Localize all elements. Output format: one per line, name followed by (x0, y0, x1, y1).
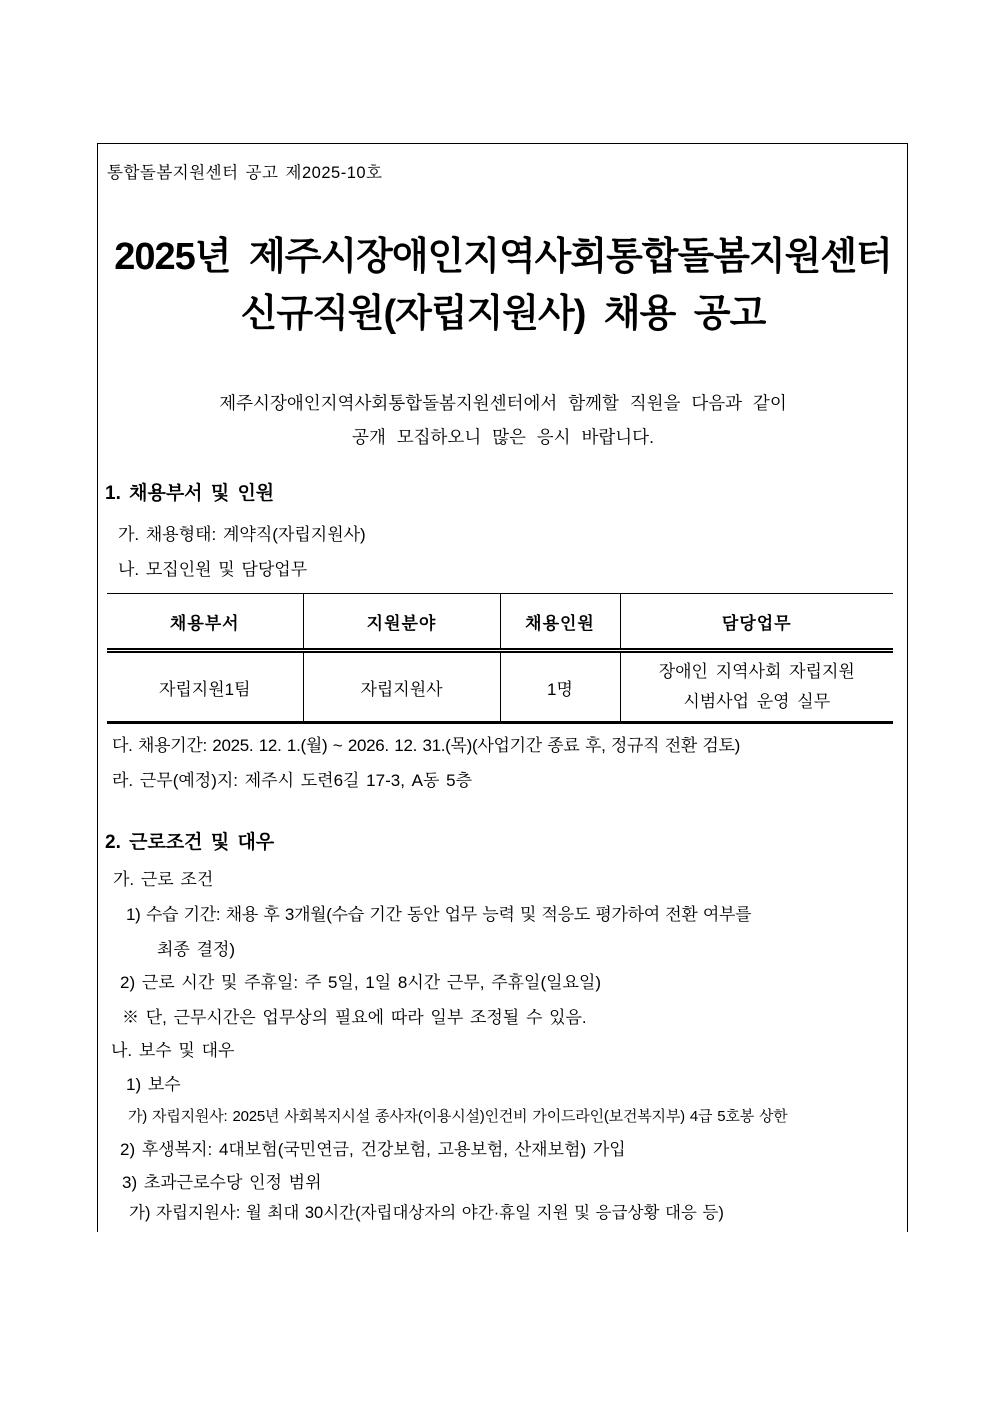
cell-duty-line1: 장애인 지역사회 자립지원 (658, 662, 855, 681)
section2-item-hours-note: ※ 단, 근무시간은 업무상의 필요에 따라 일부 조정될 수 있음. (122, 1008, 587, 1027)
section1-heading: 1. 채용부서 및 인원 (105, 483, 275, 504)
doc-title-line2: 신규직원(자립지원사) 채용 공고 (240, 293, 766, 335)
section2-item-probation-1: 1) 수습 기간: 채용 후 3개월(수습 기간 동안 업무 능력 및 적응도 평가하여 전환 여부를 (126, 905, 752, 924)
section2-item-work-cond: 가. 근로 조건 (113, 870, 214, 889)
col-header-dept: 채용부서 (107, 594, 303, 651)
section2-item-hours: 2) 근로 시간 및 주휴일: 주 5일, 1일 8시간 근무, 주휴일(일요일) (120, 973, 602, 992)
section2-item-pay-1-ga: 가) 자립지원사: 2025년 사회복지시설 종사자(이용시설)인건비 가이드라인(보건복지부) 4급 5호봉 상한 (128, 1108, 788, 1125)
cell-count: 1명 (500, 651, 620, 723)
section2-item-probation-2: 최종 결정) (157, 940, 236, 959)
intro-line1: 제주시장애인지역사회통합돌봄지원센터에서 함께할 직원을 다음과 같이 (219, 393, 787, 413)
section2-heading: 2. 근로조건 및 대우 (105, 832, 275, 853)
col-header-count: 채용인원 (500, 594, 620, 651)
col-header-duty: 담당업무 (620, 594, 893, 651)
recruit-table-header-row (107, 594, 893, 651)
section1-item-positions: 나. 모집인원 및 담당업무 (118, 560, 308, 579)
section1-item-hiring-type: 가. 채용형태: 계약직(자립지원사) (118, 525, 366, 544)
cell-field: 자립지원사 (303, 651, 500, 723)
notice-number: 통합돌봄지원센터 공고 제2025-10호 (107, 164, 383, 182)
section2-item-welfare: 2) 후생복지: 4대보험(국민연금, 건강보험, 고용보험, 산재보험) 가입 (120, 1140, 626, 1159)
section1-item-location: 라. 근무(예정)지: 제주시 도련6길 17-3, A동 5층 (112, 771, 473, 790)
cell-dept: 자립지원1팀 (107, 651, 303, 723)
section2-item-pay-1: 1) 보수 (126, 1075, 181, 1094)
section2-item-overtime-ga: 가) 자립지원사: 월 최대 30시간(자립대상자의 야간·휴일 지원 및 응급상황 대응 등) (129, 1204, 724, 1222)
col-header-field: 지원분야 (303, 594, 500, 651)
recruit-table (107, 593, 893, 724)
cell-duty-line2: 시범사업 운영 실무 (683, 692, 831, 711)
section2-item-overtime: 3) 초과근로수당 인정 범위 (122, 1173, 322, 1192)
doc-title-line1: 2025년 제주시장애인지역사회통합돌봄지원센터 (114, 236, 892, 278)
recruit-table-row (107, 651, 893, 723)
cell-duty (620, 651, 893, 723)
intro-line2: 공개 모집하오니 많은 응시 바랍니다. (352, 427, 654, 447)
section2-item-pay-head: 나. 보수 및 대우 (111, 1041, 235, 1060)
section1-item-period: 다. 채용기간: 2025. 12. 1.(월) ~ 2026. 12. 31.(목)(사업기간 종료 후, 정규직 전환 검토) (112, 736, 740, 755)
